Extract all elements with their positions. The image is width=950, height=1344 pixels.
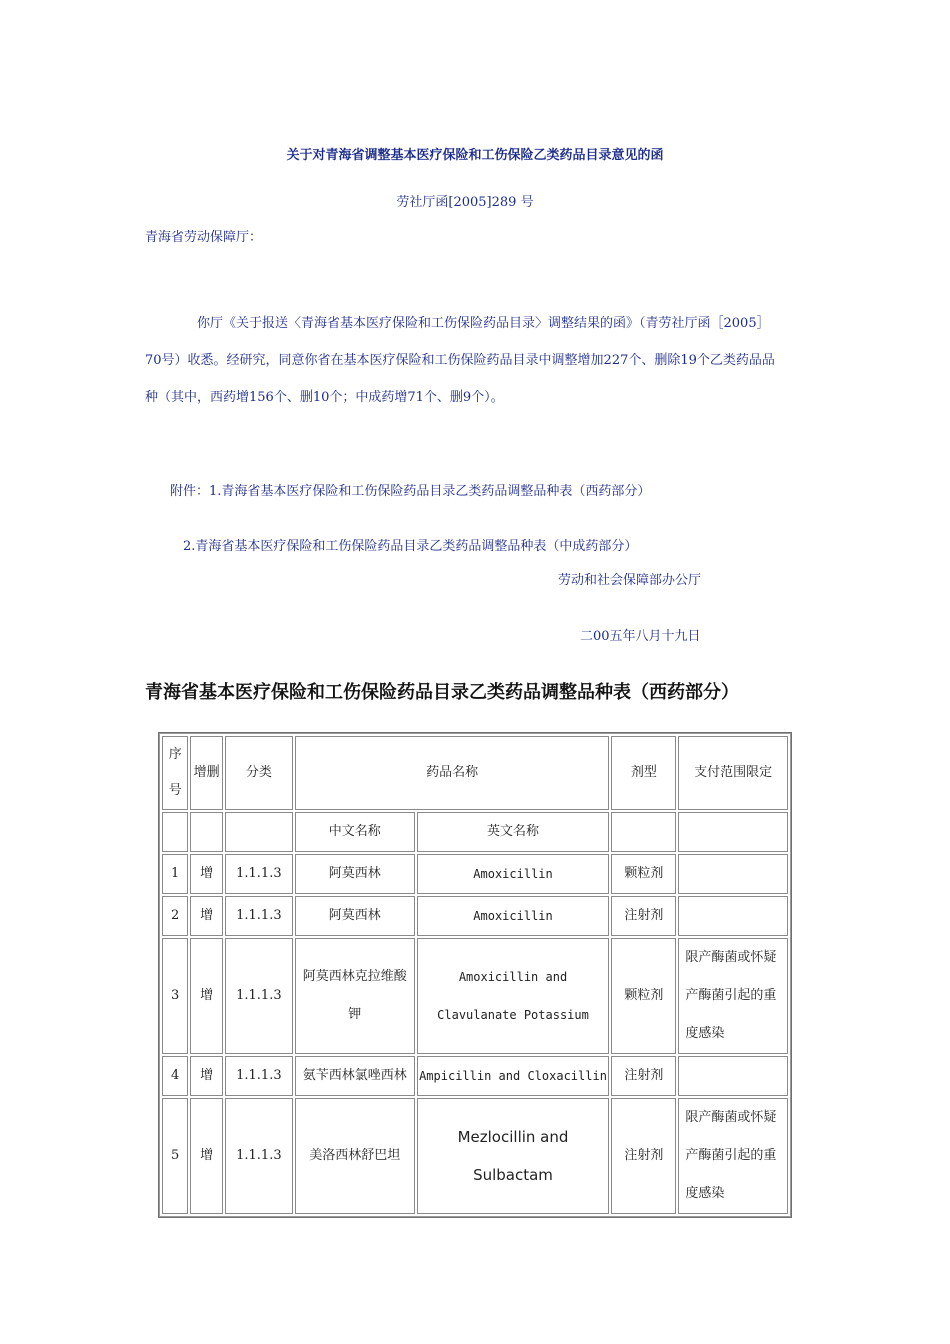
sender: 劳动和社会保障部办公厅 [558,573,702,588]
cell-add-del: 增 [190,1098,222,1214]
cell-cn-name: 阿莫西林克拉维酸钾 [295,938,415,1054]
cell-category: 1.1.1.3 [225,1056,293,1096]
cell-cn-name: 氨苄西林氯唑西林 [295,1056,415,1096]
cell-dosage-form: 注射剂 [611,1056,676,1096]
recipient: 青海省劳动保障厅： [145,230,263,245]
cell-payment-limit: 限产酶菌或怀疑产酶菌引起的重度感染 [678,938,788,1054]
cell-en-name: Amoxicillin [417,896,610,936]
table-title: 青海省基本医疗保险和工伤保险药品目录乙类药品调整品种表（西药部分） [145,682,739,703]
cell-payment-limit [678,854,788,894]
cell-add-del: 增 [190,938,222,1054]
cell-dosage-form: 颗粒剂 [611,938,676,1054]
cell-cn-name: 阿莫西林 [295,896,415,936]
letter-title: 关于对青海省调整基本医疗保险和工伤保险乙类药品目录意见的函 [286,148,664,163]
header-dosage-form: 剂型 [611,736,676,810]
table-row [162,854,788,894]
cell-payment-limit [678,1056,788,1096]
drug-adjustment-table [159,733,791,1217]
cell-seq: 2 [162,896,188,936]
header-cn-name: 中文名称 [295,812,415,852]
letter-date: 二00五年八月十九日 [580,629,701,644]
attachment-2: 2.青海省基本医疗保险和工伤保险药品目录乙类药品调整品种表（中成药部分） [183,539,638,554]
header-payment-limit: 支付范围限定 [678,736,788,810]
table-subheader-row [162,812,788,852]
document-number: 劳社厅函[2005]289 号 [396,195,534,210]
cell-seq: 3 [162,938,188,1054]
table-row [162,896,788,936]
cell-en-name: Mezlocillin and Sulbactam [417,1098,610,1214]
cell-seq: 5 [162,1098,188,1214]
cell-add-del: 增 [190,854,222,894]
cell-payment-limit [678,896,788,936]
table-header-row [162,736,788,810]
cell-payment-limit: 限产酶菌或怀疑产酶菌引起的重度感染 [678,1098,788,1214]
header-seq: 序号 [162,736,188,810]
cell-seq: 4 [162,1056,188,1096]
header-drug-name: 药品名称 [295,736,609,810]
table-row [162,1098,788,1214]
letter-body: 你厅《关于报送〈青海省基本医疗保险和工伤保险药品目录〉调整结果的函》（青劳社厅函［2005］70号）收悉。经研究，同意你省在基本医疗保险和工伤保险药品目录中调整增加227个、删除19个乙类药品品种（其中，西药增156个、删10个；中成药增71个、删9个）。 [145,316,775,405]
cell-add-del: 增 [190,896,222,936]
cell-dosage-form: 颗粒剂 [611,854,676,894]
cell-dosage-form: 注射剂 [611,1098,676,1214]
header-add-del: 增删 [190,736,222,810]
attachment-1: 附件：1.青海省基本医疗保险和工伤保险药品目录乙类药品调整品种表（西药部分） [170,484,651,499]
cell-en-name: Amoxicillin [417,854,610,894]
cell-en-name: Amoxicillin and Clavulanate Potassium [417,938,610,1054]
cell-add-del: 增 [190,1056,222,1096]
table-row [162,1056,788,1096]
cell-seq: 1 [162,854,188,894]
cell-dosage-form: 注射剂 [611,896,676,936]
cell-cn-name: 美洛西林舒巴坦 [295,1098,415,1214]
cell-en-name: Ampicillin and Cloxacillin [417,1056,610,1096]
cell-category: 1.1.1.3 [225,896,293,936]
header-category: 分类 [225,736,293,810]
cell-cn-name: 阿莫西林 [295,854,415,894]
header-en-name: 英文名称 [417,812,610,852]
cell-category: 1.1.1.3 [225,938,293,1054]
cell-category: 1.1.1.3 [225,1098,293,1214]
cell-category: 1.1.1.3 [225,854,293,894]
table-row [162,938,788,1054]
